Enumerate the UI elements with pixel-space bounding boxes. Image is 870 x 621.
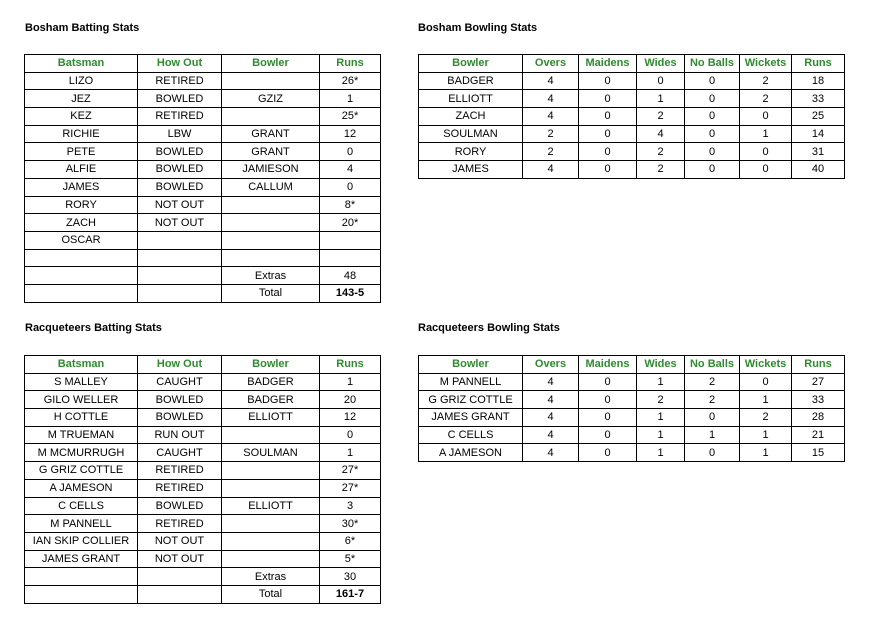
table-cell: NOT OUT bbox=[138, 550, 222, 568]
table-cell: JAMES GRANT bbox=[419, 409, 523, 427]
column-header: Runs bbox=[320, 356, 381, 374]
table-cell: 0 bbox=[579, 373, 637, 391]
bosham-batting-table bbox=[24, 54, 381, 303]
table-cell: 33 bbox=[792, 391, 845, 409]
table-row bbox=[25, 550, 381, 568]
table-cell: 4 bbox=[523, 444, 579, 462]
table-cell: PETE bbox=[25, 143, 138, 161]
table-cell: ALFIE bbox=[25, 161, 138, 179]
table-cell: 27* bbox=[320, 479, 381, 497]
table-cell: BOWLED bbox=[138, 497, 222, 515]
table-cell: 27 bbox=[792, 373, 845, 391]
table-cell: 8* bbox=[320, 196, 381, 214]
table-cell: H COTTLE bbox=[25, 409, 138, 427]
table-cell: 1 bbox=[637, 90, 685, 108]
table-cell: 0 bbox=[685, 444, 740, 462]
table-cell: G GRIZ COTTLE bbox=[419, 391, 523, 409]
table-cell bbox=[222, 196, 320, 214]
table-cell: C CELLS bbox=[25, 497, 138, 515]
table-cell: 27* bbox=[320, 462, 381, 480]
table-cell: 31 bbox=[792, 143, 845, 161]
table-cell bbox=[138, 249, 222, 267]
column-header: Overs bbox=[523, 356, 579, 374]
table-row bbox=[419, 373, 845, 391]
total-row bbox=[25, 284, 381, 302]
table-cell: 12 bbox=[320, 409, 381, 427]
table-row bbox=[419, 108, 845, 126]
table-cell bbox=[222, 532, 320, 550]
table-row bbox=[419, 391, 845, 409]
table-cell: 20 bbox=[320, 391, 381, 409]
table-cell bbox=[138, 267, 222, 285]
table-cell bbox=[138, 284, 222, 302]
table-cell bbox=[320, 231, 381, 249]
table-cell: BOWLED bbox=[138, 161, 222, 179]
table-cell: ELLIOTT bbox=[222, 409, 320, 427]
table-row bbox=[25, 515, 381, 533]
table-row bbox=[25, 373, 381, 391]
table-row bbox=[25, 426, 381, 444]
table-row bbox=[419, 72, 845, 90]
table-cell bbox=[222, 72, 320, 90]
table-cell: 0 bbox=[685, 161, 740, 179]
table-cell: KEZ bbox=[25, 108, 138, 126]
column-header: No Balls bbox=[685, 55, 740, 73]
table-cell: GILO WELLER bbox=[25, 391, 138, 409]
table-cell: 28 bbox=[792, 409, 845, 427]
table-cell: 4 bbox=[523, 90, 579, 108]
column-header: Maidens bbox=[579, 356, 637, 374]
table-cell bbox=[222, 426, 320, 444]
table-cell: 0 bbox=[579, 143, 637, 161]
table-row bbox=[25, 497, 381, 515]
table-cell: 0 bbox=[579, 161, 637, 179]
table-row bbox=[25, 125, 381, 143]
column-header: Wides bbox=[637, 356, 685, 374]
racqueteers-bowling-table bbox=[418, 355, 845, 462]
extras-row bbox=[25, 568, 381, 586]
table-cell: 2 bbox=[523, 143, 579, 161]
table-cell: ZACH bbox=[25, 214, 138, 232]
table-cell: 0 bbox=[579, 108, 637, 126]
table-cell: M TRUEMAN bbox=[25, 426, 138, 444]
table-row bbox=[25, 444, 381, 462]
table-row bbox=[25, 90, 381, 108]
table-row bbox=[419, 143, 845, 161]
column-header: Bowler bbox=[222, 55, 320, 73]
column-header: Overs bbox=[523, 55, 579, 73]
table-cell: BOWLED bbox=[138, 409, 222, 427]
table-cell: 2 bbox=[740, 72, 792, 90]
table-row bbox=[25, 143, 381, 161]
table-cell: 5* bbox=[320, 550, 381, 568]
table-cell: NOT OUT bbox=[138, 214, 222, 232]
table-cell: OSCAR bbox=[25, 231, 138, 249]
table-cell: 0 bbox=[579, 444, 637, 462]
table-row bbox=[25, 409, 381, 427]
table-cell: 4 bbox=[523, 161, 579, 179]
table-cell: 4 bbox=[523, 409, 579, 427]
table-cell bbox=[222, 249, 320, 267]
column-header: Runs bbox=[792, 55, 845, 73]
table-row bbox=[25, 249, 381, 267]
table-cell: 25 bbox=[792, 108, 845, 126]
table-cell: 0 bbox=[740, 373, 792, 391]
racqueteers-batting-table bbox=[24, 355, 381, 604]
column-header: How Out bbox=[138, 55, 222, 73]
table-cell: 0 bbox=[685, 409, 740, 427]
table-cell: JAMES GRANT bbox=[25, 550, 138, 568]
column-header: Maidens bbox=[579, 55, 637, 73]
table-row bbox=[25, 196, 381, 214]
table-cell: 0 bbox=[685, 143, 740, 161]
table-cell: SOULMAN bbox=[419, 125, 523, 143]
table-cell: JEZ bbox=[25, 90, 138, 108]
column-header: Runs bbox=[792, 356, 845, 374]
table-cell: 0 bbox=[579, 125, 637, 143]
table-row bbox=[419, 161, 845, 179]
table-cell: BOWLED bbox=[138, 90, 222, 108]
table-cell: RORY bbox=[419, 143, 523, 161]
extras-value: 30 bbox=[320, 568, 381, 586]
table-cell: BOWLED bbox=[138, 143, 222, 161]
table-cell: 0 bbox=[685, 108, 740, 126]
total-row bbox=[25, 585, 381, 603]
table-cell: JAMES bbox=[25, 178, 138, 196]
table-cell: RICHIE bbox=[25, 125, 138, 143]
table-row bbox=[25, 479, 381, 497]
table-cell: CALLUM bbox=[222, 178, 320, 196]
table-cell: 2 bbox=[637, 391, 685, 409]
table-cell: 1 bbox=[740, 391, 792, 409]
table-cell: 1 bbox=[740, 426, 792, 444]
table-cell: 0 bbox=[320, 143, 381, 161]
table-cell: 3 bbox=[320, 497, 381, 515]
table-cell: 2 bbox=[637, 108, 685, 126]
table-cell bbox=[25, 249, 138, 267]
header-row bbox=[25, 356, 381, 374]
table-row bbox=[25, 532, 381, 550]
table-cell: 0 bbox=[637, 72, 685, 90]
table-cell: NOT OUT bbox=[138, 532, 222, 550]
column-header: No Balls bbox=[685, 356, 740, 374]
table-row bbox=[419, 409, 845, 427]
table-cell: 0 bbox=[685, 72, 740, 90]
table-cell: BOWLED bbox=[138, 391, 222, 409]
column-header: Bowler bbox=[222, 356, 320, 374]
table-cell: 0 bbox=[685, 90, 740, 108]
table-cell: 4 bbox=[523, 391, 579, 409]
table-cell bbox=[138, 568, 222, 586]
table-cell: M MCMURRUGH bbox=[25, 444, 138, 462]
table-cell: SOULMAN bbox=[222, 444, 320, 462]
table-cell: 0 bbox=[579, 90, 637, 108]
table-cell: RORY bbox=[25, 196, 138, 214]
table-cell bbox=[320, 249, 381, 267]
table-cell bbox=[25, 585, 138, 603]
table-cell: BADGER bbox=[222, 391, 320, 409]
table-cell: IAN SKIP COLLIER bbox=[25, 532, 138, 550]
table-cell: 0 bbox=[320, 178, 381, 196]
table-cell bbox=[138, 585, 222, 603]
table-cell: G GRIZ COTTLE bbox=[25, 462, 138, 480]
racqueteers-batting-title: Racqueteers Batting Stats bbox=[25, 322, 162, 334]
bosham-batting-title: Bosham Batting Stats bbox=[25, 22, 140, 34]
table-cell: 1 bbox=[637, 444, 685, 462]
table-cell bbox=[25, 284, 138, 302]
table-cell bbox=[222, 231, 320, 249]
table-cell: RUN OUT bbox=[138, 426, 222, 444]
table-cell: 2 bbox=[740, 90, 792, 108]
table-cell: 6* bbox=[320, 532, 381, 550]
extras-row bbox=[25, 267, 381, 285]
table-cell: 4 bbox=[523, 108, 579, 126]
table-cell: RETIRED bbox=[138, 479, 222, 497]
table-row bbox=[25, 391, 381, 409]
table-cell: ELLIOTT bbox=[419, 90, 523, 108]
table-cell: LIZO bbox=[25, 72, 138, 90]
header-row bbox=[419, 55, 845, 73]
table-cell: 0 bbox=[740, 108, 792, 126]
table-cell: 4 bbox=[320, 161, 381, 179]
column-header: How Out bbox=[138, 356, 222, 374]
table-cell: 0 bbox=[579, 409, 637, 427]
table-cell: 1 bbox=[637, 409, 685, 427]
table-cell bbox=[138, 231, 222, 249]
table-row bbox=[419, 426, 845, 444]
table-cell: 2 bbox=[740, 409, 792, 427]
table-cell: BADGER bbox=[419, 72, 523, 90]
total-label: Total bbox=[222, 585, 320, 603]
table-cell: 0 bbox=[579, 391, 637, 409]
table-row bbox=[25, 108, 381, 126]
table-row bbox=[25, 161, 381, 179]
extras-label: Extras bbox=[222, 568, 320, 586]
table-cell: CAUGHT bbox=[138, 444, 222, 462]
table-cell: 0 bbox=[685, 125, 740, 143]
table-cell: 0 bbox=[579, 426, 637, 444]
table-cell: 1 bbox=[637, 426, 685, 444]
racqueteers-bowling-title: Racqueteers Bowling Stats bbox=[418, 322, 560, 334]
table-cell: C CELLS bbox=[419, 426, 523, 444]
table-cell: 4 bbox=[523, 426, 579, 444]
table-cell: 26* bbox=[320, 72, 381, 90]
table-cell: A JAMESON bbox=[419, 444, 523, 462]
table-cell: BADGER bbox=[222, 373, 320, 391]
table-cell bbox=[25, 568, 138, 586]
table-cell: 1 bbox=[637, 373, 685, 391]
header-row bbox=[25, 55, 381, 73]
table-cell: 4 bbox=[523, 72, 579, 90]
table-cell: M PANNELL bbox=[25, 515, 138, 533]
table-cell: 0 bbox=[320, 426, 381, 444]
table-cell: 4 bbox=[637, 125, 685, 143]
table-row bbox=[25, 462, 381, 480]
table-cell bbox=[222, 515, 320, 533]
table-cell bbox=[222, 214, 320, 232]
column-header: Wickets bbox=[740, 55, 792, 73]
table-row bbox=[419, 90, 845, 108]
table-row bbox=[25, 72, 381, 90]
table-cell bbox=[222, 479, 320, 497]
table-cell: M PANNELL bbox=[419, 373, 523, 391]
table-cell: 1 bbox=[740, 444, 792, 462]
table-cell: RETIRED bbox=[138, 108, 222, 126]
table-cell: 25* bbox=[320, 108, 381, 126]
table-cell: 20* bbox=[320, 214, 381, 232]
table-row bbox=[25, 231, 381, 249]
total-value: 161-7 bbox=[320, 585, 381, 603]
table-cell: RETIRED bbox=[138, 462, 222, 480]
table-cell: GRANT bbox=[222, 143, 320, 161]
table-cell: 21 bbox=[792, 426, 845, 444]
table-cell: 14 bbox=[792, 125, 845, 143]
column-header: Batsman bbox=[25, 356, 138, 374]
table-cell: RETIRED bbox=[138, 72, 222, 90]
table-cell bbox=[222, 108, 320, 126]
bosham-bowling-table bbox=[418, 54, 845, 179]
table-cell: 2 bbox=[685, 373, 740, 391]
table-cell: 4 bbox=[523, 373, 579, 391]
table-cell: A JAMESON bbox=[25, 479, 138, 497]
table-cell: 1 bbox=[740, 125, 792, 143]
table-cell: 12 bbox=[320, 125, 381, 143]
column-header: Bowler bbox=[419, 356, 523, 374]
table-cell: RETIRED bbox=[138, 515, 222, 533]
table-cell: 1 bbox=[685, 426, 740, 444]
table-cell: JAMES bbox=[419, 161, 523, 179]
table-cell: LBW bbox=[138, 125, 222, 143]
table-cell: 15 bbox=[792, 444, 845, 462]
table-cell: 1 bbox=[320, 444, 381, 462]
table-cell: 2 bbox=[637, 161, 685, 179]
table-cell: ZACH bbox=[419, 108, 523, 126]
table-cell bbox=[222, 550, 320, 568]
table-cell: 1 bbox=[320, 90, 381, 108]
table-cell: 18 bbox=[792, 72, 845, 90]
table-cell: S MALLEY bbox=[25, 373, 138, 391]
table-row bbox=[419, 125, 845, 143]
table-cell: 0 bbox=[740, 161, 792, 179]
table-cell: GRANT bbox=[222, 125, 320, 143]
table-cell: CAUGHT bbox=[138, 373, 222, 391]
table-cell: JAMIESON bbox=[222, 161, 320, 179]
table-cell: 2 bbox=[637, 143, 685, 161]
table-row bbox=[419, 444, 845, 462]
table-cell: 30* bbox=[320, 515, 381, 533]
table-cell: 0 bbox=[579, 72, 637, 90]
table-cell bbox=[222, 462, 320, 480]
table-cell: 1 bbox=[320, 373, 381, 391]
extras-label: Extras bbox=[222, 267, 320, 285]
table-cell: 33 bbox=[792, 90, 845, 108]
table-cell: NOT OUT bbox=[138, 196, 222, 214]
table-cell: GZIZ bbox=[222, 90, 320, 108]
table-cell: ELLIOTT bbox=[222, 497, 320, 515]
table-row bbox=[25, 214, 381, 232]
total-value: 143-5 bbox=[320, 284, 381, 302]
column-header: Runs bbox=[320, 55, 381, 73]
table-cell bbox=[25, 267, 138, 285]
bosham-bowling-title: Bosham Bowling Stats bbox=[418, 22, 538, 34]
extras-value: 48 bbox=[320, 267, 381, 285]
header-row bbox=[419, 356, 845, 374]
table-cell: 40 bbox=[792, 161, 845, 179]
total-label: Total bbox=[222, 284, 320, 302]
column-header: Wides bbox=[637, 55, 685, 73]
table-row bbox=[25, 178, 381, 196]
table-cell: 0 bbox=[740, 143, 792, 161]
column-header: Wickets bbox=[740, 356, 792, 374]
column-header: Batsman bbox=[25, 55, 138, 73]
table-cell: BOWLED bbox=[138, 178, 222, 196]
table-cell: 2 bbox=[685, 391, 740, 409]
column-header: Bowler bbox=[419, 55, 523, 73]
table-cell: 2 bbox=[523, 125, 579, 143]
